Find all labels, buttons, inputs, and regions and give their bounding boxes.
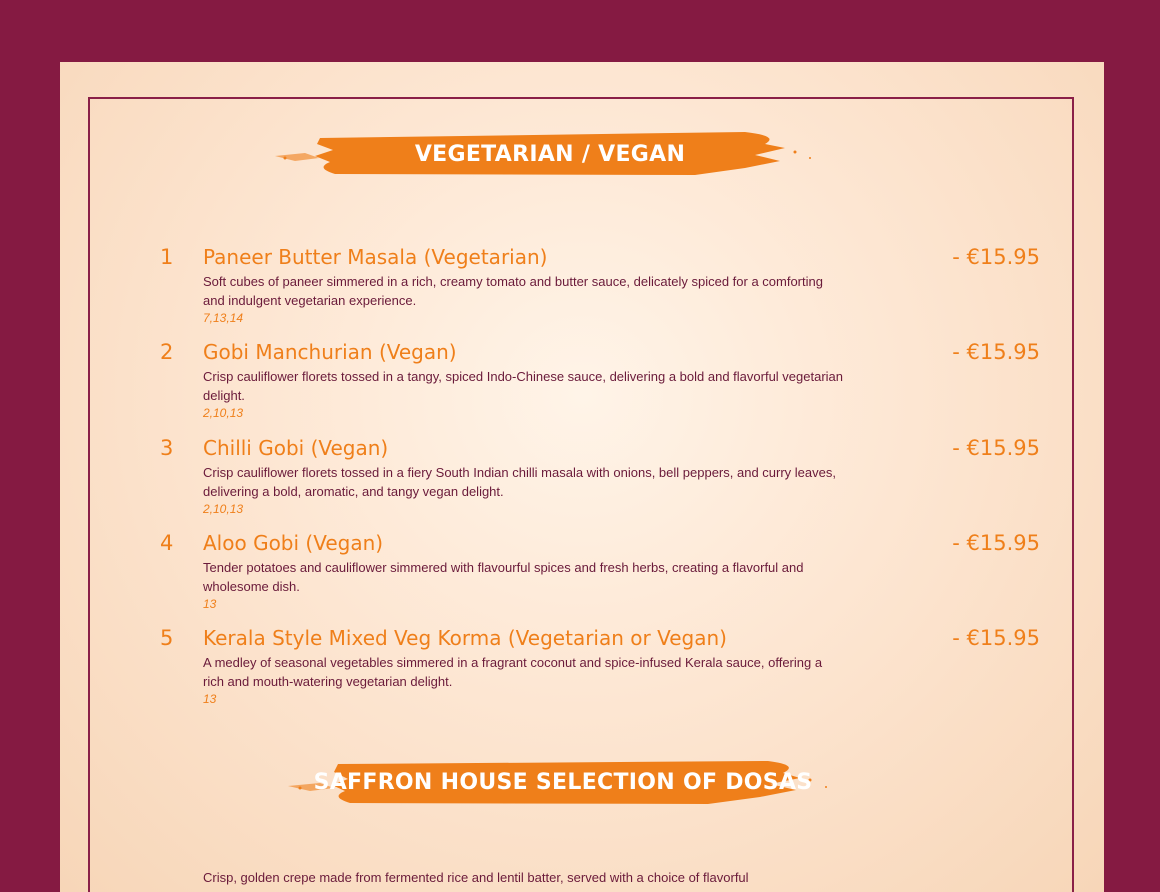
item-number: 2 [160,340,174,364]
item-number: 5 [160,626,174,650]
item-description: Tender potatoes and cauliflower simmered with flavourful spices and fresh herbs, creating a flavorful and wholesome dish. [203,560,804,594]
item-name: Paneer Butter Masala (Vegetarian) [203,245,548,269]
item-allergens: 2,10,13 [203,502,244,516]
item-description: Crisp cauliflower florets tossed in a tangy, spiced Indo-Chinese sauce, delivering a bold and flavorful vegetarian delight. [203,369,844,403]
menu-item [160,340,1040,430]
item-name: Kerala Style Mixed Veg Korma (Vegetarian or Vegan) [203,626,727,650]
item-allergens: 7,13,14 [203,311,244,325]
item-allergens: 13 [203,597,217,611]
item-number: 3 [160,436,174,460]
item-price: - €15.95 [952,245,1040,269]
item-name: Gobi Manchurian (Vegan) [203,340,457,364]
menu-item [160,531,1040,621]
item-allergens: 2,10,13 [203,406,244,420]
menu-item [160,626,1040,716]
section-title: VEGETARIAN / VEGAN [414,141,686,167]
section-intro-text: Crisp, golden crepe made from fermented rice and lentil batter, served with a choice of flavorful [203,870,749,885]
item-price: - €15.95 [952,531,1040,555]
item-description: Soft cubes of paneer simmered in a rich, creamy tomato and butter sauce, delicately spiced for a comforting and indulgent vegetarian experience. [203,274,823,308]
item-number: 4 [160,531,174,555]
item-number: 1 [160,245,174,269]
menu-item [160,245,1040,335]
item-price: - €15.95 [952,436,1040,460]
section-banner-dosas [288,756,838,808]
item-price: - €15.95 [952,340,1040,364]
item-name: Aloo Gobi (Vegan) [203,531,384,555]
item-description: A medley of seasonal vegetables simmered in a fragrant coconut and spice-infused Kerala sauce, offering a rich and mouth-watering vegetarian delight. [203,655,823,689]
item-description: Crisp cauliflower florets tossed in a fiery South Indian chilli masala with onions, bell peppers, and curry leaves, delivering a bold, aromatic, and tangy vegan delight. [203,465,836,499]
menu-item [160,436,1040,526]
section-title: SAFFRON HOUSE SELECTION OF DOSAS [313,769,813,795]
item-price: - €15.95 [952,626,1040,650]
section-banner-vegetarian [275,128,825,180]
item-name: Chilli Gobi (Vegan) [203,436,389,460]
item-allergens: 13 [203,692,217,706]
menu-page [60,62,1104,892]
